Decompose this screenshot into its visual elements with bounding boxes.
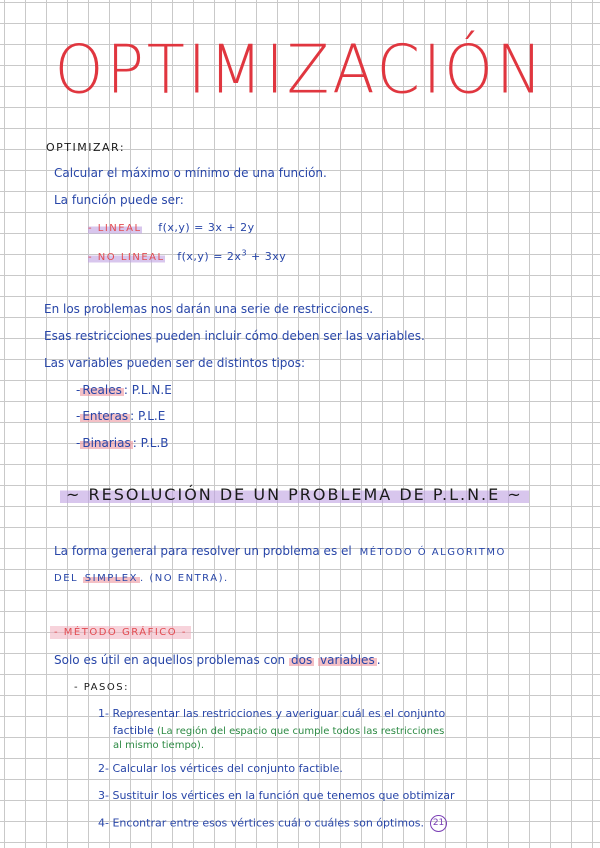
step-1: 1- Representar las restricciones y averiguar cuál es el conjunto — [98, 707, 446, 720]
restricciones-line-3: Las variables pueden ser de distintos tipos: — [44, 356, 306, 370]
optimizar-definition: Calcular el máximo o mínimo de una función. — [54, 166, 327, 180]
metodo-grafico-line: Solo es útil en aquellos problemas con dos variables . — [54, 653, 381, 667]
variable-type-code: : P.L.E — [130, 409, 166, 423]
lineal-formula: f(x,y) = 3x + 2y — [158, 221, 255, 234]
variable-type-reales: - Reales : P.L.N.E — [76, 383, 172, 397]
simplex-highlight: SIMPLEX — [84, 573, 138, 584]
step-2: 2- Calcular los vértices del conjunto factible. — [98, 762, 343, 775]
forma-general-line-2: DEL SIMPLEX . (NO ENTRA). — [54, 573, 229, 584]
variable-type-name: Enteras — [82, 409, 129, 423]
variable-type-enteras: - Enteras : P.L.E — [76, 409, 166, 423]
step-1-continuation-2: al mismo tiempo). — [113, 740, 204, 751]
optimizar-heading: OPTIMIZAR: — [46, 141, 126, 154]
metodo-simplex-caps: MÉTODO Ó ALGORITMO — [359, 547, 506, 558]
lineal-item — [88, 221, 255, 234]
pasos-label: - PASOS: — [74, 682, 129, 693]
restricciones-line-1: En los problemas nos darán una serie de restricciones. — [44, 302, 374, 316]
dos-highlight: dos — [290, 653, 313, 667]
forma-general-line-1: La forma general para resolver un problema es el MÉTODO Ó ALGORITMO — [54, 544, 506, 558]
function-types-intro: La función puede ser: — [54, 193, 184, 207]
variables-highlight: variables — [320, 653, 375, 667]
step-1-continuation: factible (La región del espacio que cumple todos las restricciones — [113, 724, 445, 737]
section-title: ~ RESOLUCIÓN DE UN PROBLEMA DE P.L.N.E ~ — [60, 485, 529, 504]
variable-type-binarias: - Binarias : P.L.B — [76, 436, 169, 450]
variable-type-name: Binarias — [82, 436, 131, 450]
variable-type-name: Reales — [82, 383, 122, 397]
variable-type-code: : P.L.B — [132, 436, 169, 450]
step-4: 4- Encontrar entre esos vértices cuál o cuáles son óptimos. 21 — [98, 815, 447, 832]
variable-type-code: : P.L.N.E — [123, 383, 172, 397]
no-lineal-formula: $f(x,y) = 2x^3 + 3xy$ — [177, 248, 287, 263]
no-lineal-item — [88, 248, 286, 263]
no-lineal-label: - NO LINEAL — [88, 251, 165, 263]
restricciones-line-2: Esas restricciones pueden incluir cómo deben ser las variables. — [44, 329, 425, 343]
page-number-badge: 21 — [430, 815, 447, 832]
step-3: 3- Sustituir los vértices en la función que tenemos que obtimizar — [98, 789, 455, 802]
lineal-label: - LINEAL — [88, 223, 142, 234]
metodo-grafico-heading: - MÉTODO GRÁFICO - — [50, 627, 191, 638]
page-title: OPTIMIZACIÓN — [54, 30, 546, 109]
